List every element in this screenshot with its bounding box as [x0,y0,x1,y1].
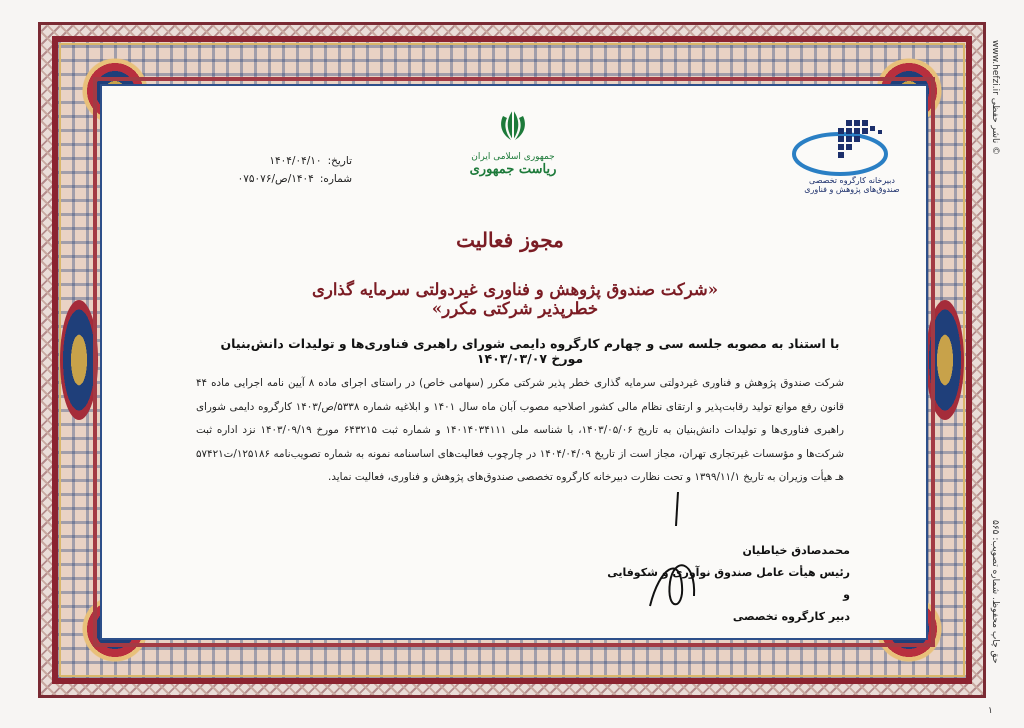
copyright-side-text: حق چاپ محفوظ. شماره تصویب: ۵۶۵ [990,520,1000,664]
right-side-ornament [926,300,964,420]
emblem-title: ریاست جمهوری [469,162,557,177]
certificate-body: شرکت صندوق پژوهش و فناوری غیردولتی سرمایه گذاری خطر پذیر شرکتی مکرر (سهامی خاص) در راستای اجرای ماده ۸ آیین نامه اجرایی ماده ۴۴ قانون رفع موانع تولید رقابت‌پذیر و ارتقای نظام مالی کشور اصلاحیه مصوب آبان ماه سال ۱۴۰۱ و ابلاغیه شماره ۵۳۳۸/ص/۱۴۰۳ کارگروه دایمی شورای راهبری فناوری‌ها و تولیدات دانش‌بنیان به تاریخ ۱۴۰۳/۰۵/۰۶، با شناسه ملی ۱۴۰۱۴۰۳۴۱۱۱ و شماره ثبت ۶۴۳۲۱۵ مورخ ۱۴۰۳/۰۹/۱۹ نزد اداره ثبت شرکت‌ها و مؤسسات غیرتجاری تهران، مجاز است از تاریخ ۱۴۰۴/۰۴/۰۹ در چارچوب فعالیت‌های اساسنامه نمونه به شماره تصویب‌نامه ۱۲۵۱۸۶/ت۵۷۴۲۱ هـ هیأت وزیران به تاریخ ۱۳۹۹/۱۱/۱ و تحت نظارت دبیرخانه کارگروه تخصصی صندوق‌های پژوهش و فناوری، فعالیت نماید. [196,377,845,484]
publisher-side-text: www.hefzi.ir ناشر حفظی © [990,40,1000,156]
number-value: ۱۴۰۴/ص/۰۷۵۰۷۶ [237,173,314,185]
signer-name: محمدصادق خیاطیان [742,544,850,557]
signature-mark [610,486,730,616]
page-number: ۱ [988,706,993,716]
certificate-subheading: با استناد به مصوبه جلسه سی و چهارم کارگروه دایمی شورای راهبری فناوری‌ها و تولیدات دانش‌بنیان مورخ ۱۴۰۳/۰۳/۰۷ [220,336,840,366]
signer-role-line1: رئیس هیأت عامل صندوق نوآوری و شکوفایی و [607,566,850,601]
signer-role-line2: دبیر کارگروه تخصصی [732,610,850,623]
logo-caption: دبیرخانه کارگروه تخصصی صندوق‌های پژوهش و فناوری [804,176,900,194]
emblem-icon [493,106,533,146]
number-label: شماره: [319,173,352,185]
certificate-title: مجوز فعالیت [456,228,564,252]
date-label: تاریخ: [327,155,352,167]
certificate-subtitle: «شرکت صندوق پژوهش و فناوری غیردولتی سرمایه گذاری خطرپذیر شرکتی مکرر» [311,280,719,318]
date-number-block [232,152,352,188]
date-value: ۱۴۰۴/۰۴/۱۰ [269,155,322,167]
emblem-caption: جمهوری اسلامی ایران [471,152,555,162]
presidency-emblem [468,106,558,190]
left-side-ornament [60,300,98,420]
